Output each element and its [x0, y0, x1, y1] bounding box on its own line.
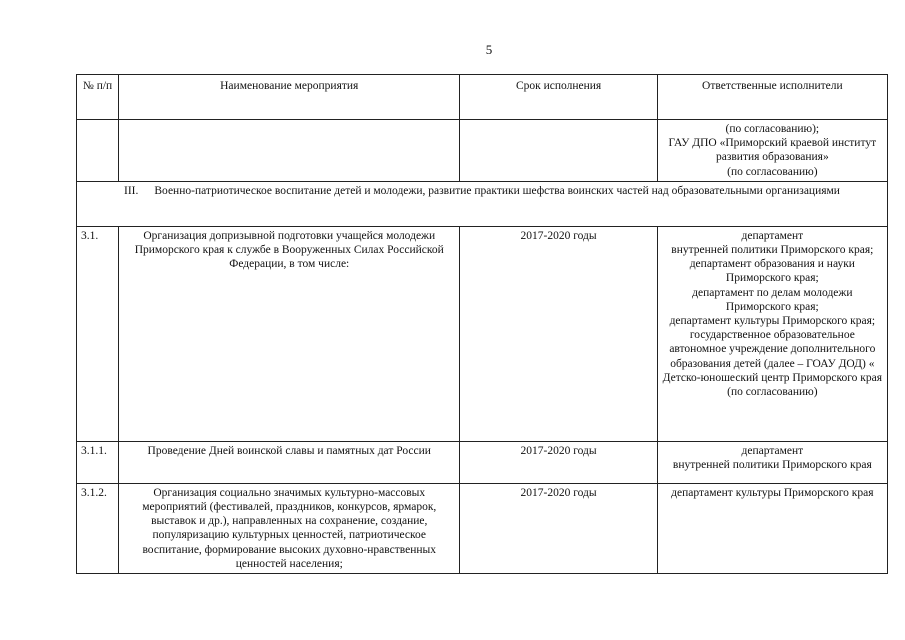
- table-header-row: [77, 75, 888, 120]
- cell-name: Проведение Дней воинской славы и памятных дат России: [119, 441, 460, 483]
- section-heading: [77, 181, 888, 226]
- cell-num: [77, 120, 119, 182]
- cell-executors: департамент внутренней политики Приморского края; департамент образования и науки Приморского края; департамент по делам молодежи Приморского края; департамент культуры Приморского края; государственное образовательное автономное учреждение дополнительного образования детей (далее – ГОАУ ДОД) « Детско-юношеский центр Приморского края (по согласованию): [657, 226, 887, 441]
- cell-num: 3.1.2.: [77, 483, 119, 573]
- header-num: № п/п: [77, 75, 119, 120]
- header-executors: Ответственные исполнители: [657, 75, 887, 120]
- cell-num: 3.1.1.: [77, 441, 119, 483]
- cell-term: 2017-2020 годы: [460, 226, 657, 441]
- cell-term: 2017-2020 годы: [460, 483, 657, 573]
- section-title: Военно-патриотическое воспитание детей и молодежи, развитие практики шефства воинских частей над образовательными организациями: [154, 184, 840, 197]
- cell-name: Организация допризывной подготовки учащейся молодежи Приморского края к службе в Вооруженных Силах Российской Федерации, в том числе:: [119, 226, 460, 441]
- section-row: [77, 181, 888, 226]
- cell-executors: (по согласованию); ГАУ ДПО «Приморский краевой институт развития образования» (по согласованию): [657, 120, 887, 182]
- section-number: III.: [124, 184, 139, 197]
- cell-executors: департамент внутренней политики Приморского края: [657, 441, 887, 483]
- table-row: [77, 226, 888, 441]
- events-table: [76, 74, 888, 574]
- page-number: 5: [485, 42, 493, 57]
- cell-executors: департамент культуры Приморского края: [657, 483, 887, 573]
- cell-name: [119, 120, 460, 182]
- cell-term: 2017-2020 годы: [460, 441, 657, 483]
- table-row: [77, 483, 888, 573]
- cell-term: [460, 120, 657, 182]
- cell-num: 3.1.: [77, 226, 119, 441]
- header-name: Наименование мероприятия: [119, 75, 460, 120]
- table-row-continuation: [77, 120, 888, 182]
- cell-name: Организация социально значимых культурно-массовых мероприятий (фестивалей, праздников, конкурсов, ярмарок, выставок и др.), направленных на сохранение, создание, популяризацию культурных ценностей, патриотическое воспитание, формирование высоких духовно-нравственных ценностей населения;: [119, 483, 460, 573]
- table-row: [77, 441, 888, 483]
- header-term: Срок исполнения: [460, 75, 657, 120]
